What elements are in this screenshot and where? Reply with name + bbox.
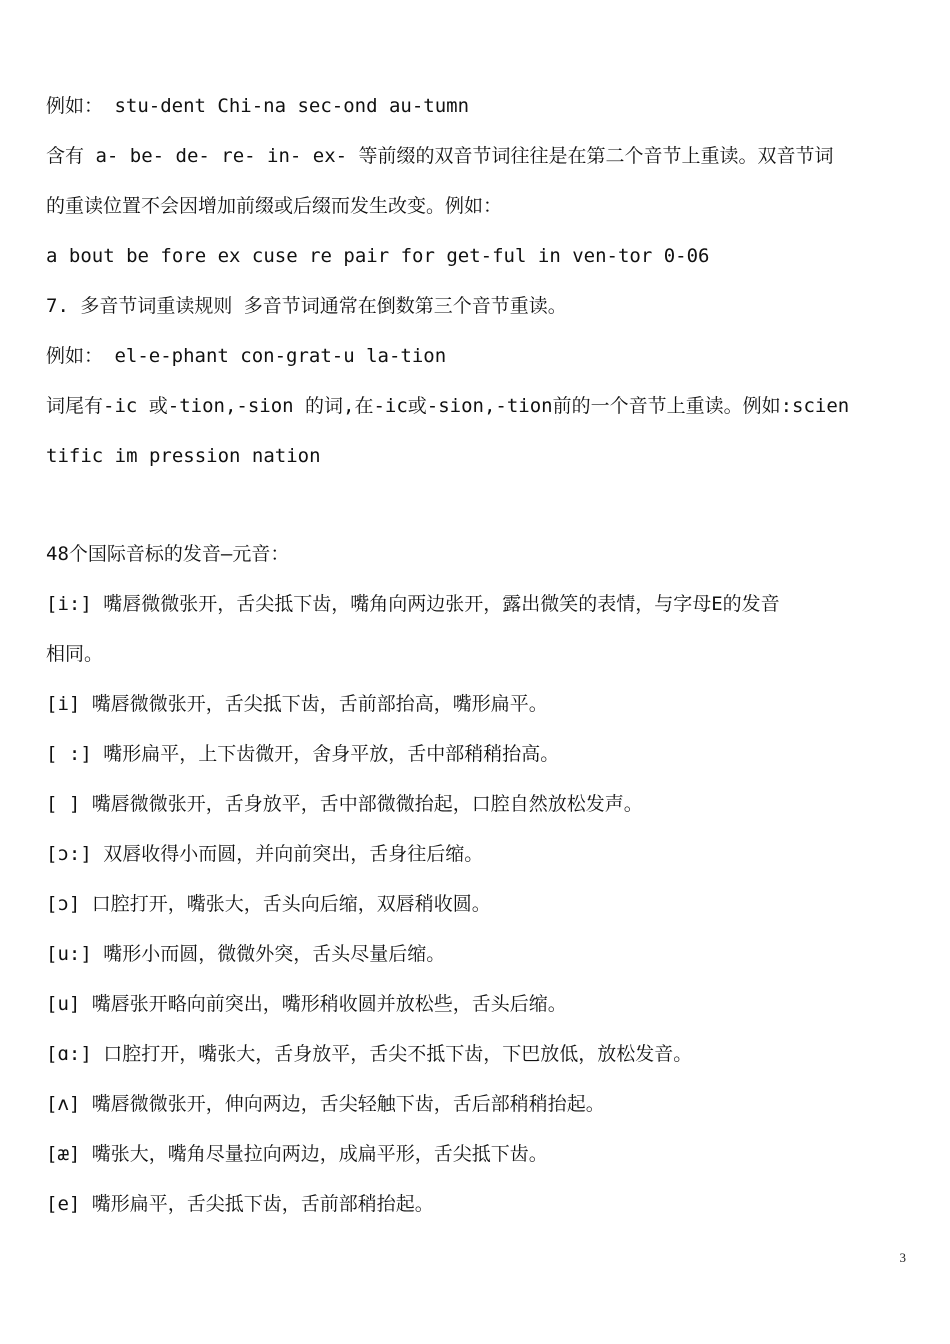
text-line: [ ] 嘴唇微微张开，舌身放平，舌中部微微抬起，口腔自然放松发声。 (46, 793, 643, 815)
text-line: [i] 嘴唇微微张开，舌尖抵下齿，舌前部抬高，嘴形扁平。 (46, 693, 548, 715)
text-line: 7. 多音节词重读规则 多音节词通常在倒数第三个音节重读。 (46, 295, 567, 317)
text-line: 含有 a- be- de- re- in- ex- 等前缀的双音节词往往是在第二个音节上重读。双音节词 (46, 145, 834, 167)
text-line: a bout be fore ex cuse re pair for get-ful in ven-tor 0-06 (46, 245, 710, 267)
text-line: [ɔ:] 双唇收得小而圆，并向前突出，舌身往后缩。 (46, 843, 484, 865)
text-line: 例如： stu-dent Chi-na sec-ond au-tumn (46, 95, 470, 117)
page-number: 3 (899, 1250, 906, 1265)
text-line: 相同。 (46, 643, 104, 665)
text-line: [ʌ] 嘴唇微微张开，伸向两边，舌尖轻触下齿，舌后部稍稍抬起。 (46, 1093, 605, 1115)
text-line: [e] 嘴形扁平，舌尖抵下齿，舌前部稍抬起。 (46, 1193, 434, 1215)
text-line: [ɑ:] 口腔打开，嘴张大，舌身放平，舌尖不抵下齿，下巴放低，放松发音。 (46, 1043, 693, 1065)
text-line: [ :] 嘴形扁平，上下齿微开，舍身平放，舌中部稍稍抬高。 (46, 743, 560, 765)
text-line: [u:] 嘴形小而圆，微微外突，舌头尽量后缩。 (46, 943, 446, 965)
text-line: [i:] 嘴唇微微张开，舌尖抵下齿，嘴角向两边张开，露出微笑的表情，与字母E的发音 (46, 593, 780, 615)
section-heading: 48个国际音标的发音—元音： (46, 543, 290, 565)
text-line: 例如： el-e-phant con-grat-u la-tion (46, 345, 447, 367)
text-line: [ɔ] 口腔打开，嘴张大，舌头向后缩，双唇稍收圆。 (46, 893, 491, 915)
text-line: 词尾有-ic 或-tion,-sion 的词,在-ic或-sion,-tion前的一个音节上重读。例如:scien (46, 395, 850, 417)
text-line: tific im pression nation (46, 445, 321, 467)
text-line: [u] 嘴唇张开略向前突出，嘴形稍收圆并放松些，舌头后缩。 (46, 993, 567, 1015)
text-line: [æ] 嘴张大，嘴角尽量拉向两边，成扁平形，舌尖抵下齿。 (46, 1143, 548, 1165)
text-line: 的重读位置不会因增加前缀或后缀而发生改变。例如： (46, 195, 503, 217)
